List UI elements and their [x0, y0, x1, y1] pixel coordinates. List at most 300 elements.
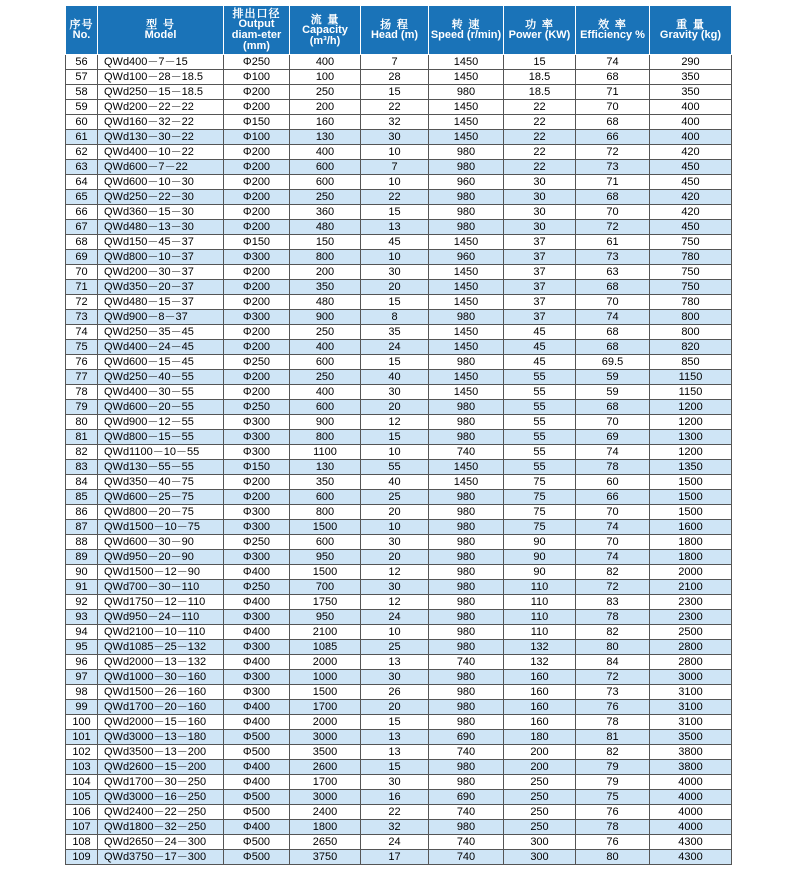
cell-speed: 980 [429, 160, 504, 175]
cell-power: 250 [504, 775, 576, 790]
cell-capacity: 200 [290, 100, 361, 115]
cell-gravity: 4000 [650, 820, 732, 835]
header-col-model [98, 6, 224, 55]
cell-speed: 980 [429, 505, 504, 520]
cell-power: 75 [504, 505, 576, 520]
cell-efficiency: 74 [576, 445, 650, 460]
cell-speed: 1450 [429, 340, 504, 355]
cell-model: QWd150－45－37 [98, 235, 224, 250]
cell-head: 45 [361, 235, 429, 250]
cell-gravity: 2500 [650, 625, 732, 640]
cell-capacity: 200 [290, 265, 361, 280]
cell-model: QWd100－28－18.5 [98, 70, 224, 85]
cell-efficiency: 68 [576, 70, 650, 85]
cell-model: QWd350－40－75 [98, 475, 224, 490]
cell-output-diameter: Φ500 [224, 790, 290, 805]
cell-gravity: 1500 [650, 505, 732, 520]
cell-no: 97 [66, 670, 98, 685]
cell-model: QWd1500－10－75 [98, 520, 224, 535]
cell-power: 55 [504, 400, 576, 415]
cell-efficiency: 70 [576, 415, 650, 430]
cell-model: QWd800－15－55 [98, 430, 224, 445]
cell-efficiency: 70 [576, 505, 650, 520]
cell-capacity: 950 [290, 610, 361, 625]
cell-power: 37 [504, 235, 576, 250]
table-row [66, 670, 732, 685]
cell-output-diameter: Φ150 [224, 115, 290, 130]
cell-model: QWd200－30－37 [98, 265, 224, 280]
cell-capacity: 400 [290, 145, 361, 160]
cell-speed: 1450 [429, 70, 504, 85]
table-row [66, 415, 732, 430]
cell-speed: 740 [429, 745, 504, 760]
cell-gravity: 3500 [650, 730, 732, 745]
cell-capacity: 1100 [290, 445, 361, 460]
cell-efficiency: 73 [576, 250, 650, 265]
cell-head: 7 [361, 160, 429, 175]
cell-efficiency: 59 [576, 385, 650, 400]
cell-speed: 980 [429, 430, 504, 445]
cell-power: 37 [504, 295, 576, 310]
cell-model: QWd600－20－55 [98, 400, 224, 415]
cell-power: 250 [504, 790, 576, 805]
cell-efficiency: 69.5 [576, 355, 650, 370]
cell-efficiency: 84 [576, 655, 650, 670]
cell-gravity: 420 [650, 205, 732, 220]
cell-output-diameter: Φ300 [224, 610, 290, 625]
cell-model: QWd2000－13－132 [98, 655, 224, 670]
cell-capacity: 250 [290, 370, 361, 385]
table-row [66, 745, 732, 760]
header-col-capacity [290, 6, 361, 55]
table-row [66, 640, 732, 655]
table-row [66, 205, 732, 220]
table-row [66, 760, 732, 775]
cell-speed: 980 [429, 760, 504, 775]
cell-power: 160 [504, 670, 576, 685]
table-row [66, 625, 732, 640]
cell-gravity: 4300 [650, 835, 732, 850]
table-row [66, 610, 732, 625]
table-row [66, 730, 732, 745]
cell-model: QWd2600－15－200 [98, 760, 224, 775]
cell-gravity: 1500 [650, 475, 732, 490]
table-row [66, 505, 732, 520]
cell-speed: 980 [429, 580, 504, 595]
header-label-en: Capacity (m³/h) [302, 23, 348, 47]
cell-power: 160 [504, 700, 576, 715]
cell-gravity: 780 [650, 295, 732, 310]
cell-efficiency: 74 [576, 550, 650, 565]
cell-speed: 690 [429, 790, 504, 805]
cell-power: 30 [504, 190, 576, 205]
cell-capacity: 2000 [290, 655, 361, 670]
cell-model: QWd900－8－37 [98, 310, 224, 325]
cell-efficiency: 66 [576, 130, 650, 145]
cell-head: 13 [361, 655, 429, 670]
cell-speed: 980 [429, 625, 504, 640]
cell-power: 37 [504, 265, 576, 280]
cell-no: 68 [66, 235, 98, 250]
cell-model: QWd950－20－90 [98, 550, 224, 565]
cell-speed: 1450 [429, 130, 504, 145]
cell-capacity: 150 [290, 235, 361, 250]
cell-head: 10 [361, 145, 429, 160]
cell-head: 22 [361, 190, 429, 205]
cell-no: 106 [66, 805, 98, 820]
cell-capacity: 1750 [290, 595, 361, 610]
cell-efficiency: 82 [576, 625, 650, 640]
cell-no: 80 [66, 415, 98, 430]
cell-no: 70 [66, 265, 98, 280]
table-row [66, 115, 732, 130]
cell-power: 250 [504, 820, 576, 835]
cell-head: 10 [361, 250, 429, 265]
cell-efficiency: 80 [576, 640, 650, 655]
header-label-en: Power (KW) [508, 29, 571, 41]
cell-power: 22 [504, 130, 576, 145]
table-row [66, 490, 732, 505]
cell-capacity: 600 [290, 400, 361, 415]
cell-gravity: 800 [650, 310, 732, 325]
cell-head: 16 [361, 790, 429, 805]
cell-speed: 1450 [429, 325, 504, 340]
cell-capacity: 3000 [290, 790, 361, 805]
cell-model: QWd400－30－55 [98, 385, 224, 400]
cell-gravity: 350 [650, 70, 732, 85]
cell-head: 40 [361, 370, 429, 385]
header-label-zh: 序号 [69, 18, 94, 31]
cell-no: 72 [66, 295, 98, 310]
table-row [66, 85, 732, 100]
cell-gravity: 750 [650, 265, 732, 280]
table-row [66, 580, 732, 595]
table-row [66, 655, 732, 670]
cell-head: 13 [361, 730, 429, 745]
cell-no: 77 [66, 370, 98, 385]
cell-head: 15 [361, 430, 429, 445]
cell-head: 30 [361, 670, 429, 685]
table-row [66, 835, 732, 850]
cell-output-diameter: Φ300 [224, 685, 290, 700]
cell-head: 30 [361, 580, 429, 595]
cell-gravity: 1500 [650, 490, 732, 505]
cell-output-diameter: Φ200 [224, 340, 290, 355]
cell-capacity: 480 [290, 295, 361, 310]
cell-gravity: 1200 [650, 415, 732, 430]
cell-model: QWd360－15－30 [98, 205, 224, 220]
cell-capacity: 400 [290, 55, 361, 70]
cell-capacity: 1800 [290, 820, 361, 835]
cell-output-diameter: Φ200 [224, 145, 290, 160]
cell-capacity: 3750 [290, 850, 361, 865]
cell-head: 10 [361, 175, 429, 190]
cell-output-diameter: Φ400 [224, 565, 290, 580]
cell-no: 57 [66, 70, 98, 85]
cell-no: 79 [66, 400, 98, 415]
cell-no: 85 [66, 490, 98, 505]
cell-power: 18.5 [504, 70, 576, 85]
cell-power: 30 [504, 175, 576, 190]
cell-model: QWd3000－13－180 [98, 730, 224, 745]
cell-output-diameter: Φ400 [224, 700, 290, 715]
cell-output-diameter: Φ300 [224, 505, 290, 520]
table-row [66, 700, 732, 715]
cell-speed: 980 [429, 685, 504, 700]
table-row [66, 190, 732, 205]
cell-capacity: 950 [290, 550, 361, 565]
table-row [66, 340, 732, 355]
cell-output-diameter: Φ400 [224, 595, 290, 610]
cell-speed: 1450 [429, 235, 504, 250]
cell-head: 20 [361, 280, 429, 295]
cell-gravity: 4000 [650, 805, 732, 820]
table-row [66, 295, 732, 310]
cell-power: 90 [504, 550, 576, 565]
pump-spec-table [65, 5, 732, 865]
cell-capacity: 360 [290, 205, 361, 220]
cell-capacity: 1500 [290, 685, 361, 700]
header-label-en: Efficiency % [580, 29, 645, 41]
table-row [66, 265, 732, 280]
header-label-en: Gravity (kg) [659, 29, 722, 41]
cell-capacity: 250 [290, 85, 361, 100]
cell-efficiency: 74 [576, 55, 650, 70]
cell-head: 20 [361, 505, 429, 520]
cell-no: 98 [66, 685, 98, 700]
cell-model: QWd700－30－110 [98, 580, 224, 595]
cell-output-diameter: Φ500 [224, 850, 290, 865]
cell-no: 59 [66, 100, 98, 115]
cell-head: 30 [361, 265, 429, 280]
table-row [66, 790, 732, 805]
cell-speed: 1450 [429, 475, 504, 490]
cell-efficiency: 68 [576, 325, 650, 340]
table-row [66, 280, 732, 295]
table-row [66, 850, 732, 865]
cell-gravity: 1800 [650, 550, 732, 565]
cell-output-diameter: Φ500 [224, 745, 290, 760]
cell-gravity: 450 [650, 160, 732, 175]
cell-head: 12 [361, 565, 429, 580]
cell-efficiency: 74 [576, 310, 650, 325]
cell-output-diameter: Φ300 [224, 250, 290, 265]
cell-output-diameter: Φ250 [224, 400, 290, 415]
cell-gravity: 400 [650, 115, 732, 130]
cell-efficiency: 68 [576, 190, 650, 205]
cell-model: QWd1700－30－250 [98, 775, 224, 790]
cell-capacity: 600 [290, 175, 361, 190]
cell-gravity: 1350 [650, 460, 732, 475]
cell-gravity: 400 [650, 130, 732, 145]
cell-capacity: 1085 [290, 640, 361, 655]
cell-gravity: 1200 [650, 445, 732, 460]
cell-no: 86 [66, 505, 98, 520]
header-label-zh: 重 量 [676, 18, 705, 31]
cell-efficiency: 70 [576, 205, 650, 220]
cell-gravity: 4000 [650, 790, 732, 805]
cell-no: 76 [66, 355, 98, 370]
cell-head: 26 [361, 685, 429, 700]
cell-gravity: 400 [650, 100, 732, 115]
header-col-output-diameter [224, 6, 290, 55]
header-col-head [361, 6, 429, 55]
cell-model: QWd600－30－90 [98, 535, 224, 550]
header-label-zh: 功 率 [525, 18, 554, 31]
header-col-efficiency [576, 6, 650, 55]
cell-model: QWd2650－24－300 [98, 835, 224, 850]
table-row [66, 370, 732, 385]
cell-output-diameter: Φ200 [224, 295, 290, 310]
cell-speed: 980 [429, 775, 504, 790]
cell-power: 110 [504, 625, 576, 640]
cell-speed: 1450 [429, 100, 504, 115]
cell-output-diameter: Φ300 [224, 415, 290, 430]
cell-gravity: 420 [650, 190, 732, 205]
cell-gravity: 3100 [650, 700, 732, 715]
table-row [66, 550, 732, 565]
cell-capacity: 600 [290, 160, 361, 175]
cell-head: 20 [361, 700, 429, 715]
header-label-zh: 转 速 [451, 18, 481, 31]
cell-model: QWd1500－26－160 [98, 685, 224, 700]
cell-power: 110 [504, 610, 576, 625]
cell-capacity: 480 [290, 220, 361, 235]
cell-output-diameter: Φ400 [224, 625, 290, 640]
cell-model: QWd2100－10－110 [98, 625, 224, 640]
table-row [66, 385, 732, 400]
cell-capacity: 600 [290, 355, 361, 370]
cell-output-diameter: Φ400 [224, 775, 290, 790]
cell-head: 15 [361, 715, 429, 730]
cell-gravity: 450 [650, 175, 732, 190]
cell-head: 40 [361, 475, 429, 490]
cell-no: 81 [66, 430, 98, 445]
table-row [66, 460, 732, 475]
cell-head: 10 [361, 445, 429, 460]
cell-power: 37 [504, 250, 576, 265]
cell-efficiency: 72 [576, 145, 650, 160]
table-row [66, 235, 732, 250]
cell-efficiency: 75 [576, 790, 650, 805]
cell-output-diameter: Φ200 [224, 220, 290, 235]
cell-head: 22 [361, 805, 429, 820]
cell-head: 15 [361, 205, 429, 220]
table-row [66, 565, 732, 580]
cell-no: 89 [66, 550, 98, 565]
cell-efficiency: 70 [576, 295, 650, 310]
cell-model: QWd250－40－55 [98, 370, 224, 385]
table-row [66, 775, 732, 790]
cell-output-diameter: Φ200 [224, 370, 290, 385]
cell-efficiency: 82 [576, 745, 650, 760]
cell-power: 37 [504, 280, 576, 295]
cell-capacity: 600 [290, 490, 361, 505]
cell-capacity: 1500 [290, 565, 361, 580]
cell-capacity: 900 [290, 310, 361, 325]
cell-efficiency: 80 [576, 850, 650, 865]
cell-gravity: 750 [650, 280, 732, 295]
cell-head: 20 [361, 400, 429, 415]
cell-model: QWd250－35－45 [98, 325, 224, 340]
cell-power: 45 [504, 325, 576, 340]
cell-output-diameter: Φ300 [224, 670, 290, 685]
cell-gravity: 2800 [650, 655, 732, 670]
cell-power: 90 [504, 565, 576, 580]
cell-output-diameter: Φ200 [224, 280, 290, 295]
cell-output-diameter: Φ200 [224, 190, 290, 205]
cell-gravity: 3800 [650, 760, 732, 775]
table-row [66, 220, 732, 235]
cell-speed: 980 [429, 310, 504, 325]
table-row [66, 805, 732, 820]
cell-output-diameter: Φ500 [224, 835, 290, 850]
cell-power: 180 [504, 730, 576, 745]
cell-capacity: 2400 [290, 805, 361, 820]
cell-power: 55 [504, 460, 576, 475]
cell-capacity: 800 [290, 250, 361, 265]
cell-no: 103 [66, 760, 98, 775]
cell-gravity: 3000 [650, 670, 732, 685]
header-col-power [504, 6, 576, 55]
cell-no: 107 [66, 820, 98, 835]
cell-model: QWd600－10－30 [98, 175, 224, 190]
cell-model: QWd1700－20－160 [98, 700, 224, 715]
cell-gravity: 2300 [650, 595, 732, 610]
cell-model: QWd400－24－45 [98, 340, 224, 355]
cell-no: 104 [66, 775, 98, 790]
cell-no: 88 [66, 535, 98, 550]
table-body [66, 55, 732, 865]
cell-head: 15 [361, 355, 429, 370]
cell-output-diameter: Φ300 [224, 520, 290, 535]
cell-head: 30 [361, 775, 429, 790]
cell-output-diameter: Φ250 [224, 355, 290, 370]
cell-gravity: 1200 [650, 400, 732, 415]
cell-no: 91 [66, 580, 98, 595]
cell-efficiency: 68 [576, 280, 650, 295]
cell-no: 71 [66, 280, 98, 295]
cell-no: 67 [66, 220, 98, 235]
cell-output-diameter: Φ200 [224, 175, 290, 190]
cell-power: 55 [504, 415, 576, 430]
table-row [66, 430, 732, 445]
cell-output-diameter: Φ200 [224, 385, 290, 400]
table-row [66, 445, 732, 460]
cell-speed: 980 [429, 220, 504, 235]
cell-capacity: 3000 [290, 730, 361, 745]
cell-efficiency: 72 [576, 670, 650, 685]
cell-efficiency: 76 [576, 700, 650, 715]
cell-power: 55 [504, 370, 576, 385]
cell-model: QWd480－15－37 [98, 295, 224, 310]
cell-speed: 980 [429, 415, 504, 430]
cell-power: 75 [504, 490, 576, 505]
cell-head: 24 [361, 340, 429, 355]
cell-no: 62 [66, 145, 98, 160]
cell-capacity: 1500 [290, 520, 361, 535]
cell-head: 35 [361, 325, 429, 340]
cell-gravity: 290 [650, 55, 732, 70]
cell-efficiency: 82 [576, 565, 650, 580]
cell-power: 200 [504, 745, 576, 760]
cell-speed: 1450 [429, 385, 504, 400]
cell-power: 30 [504, 205, 576, 220]
cell-power: 132 [504, 640, 576, 655]
cell-output-diameter: Φ100 [224, 70, 290, 85]
cell-speed: 980 [429, 610, 504, 625]
header-label-en: Head (m) [370, 29, 419, 41]
